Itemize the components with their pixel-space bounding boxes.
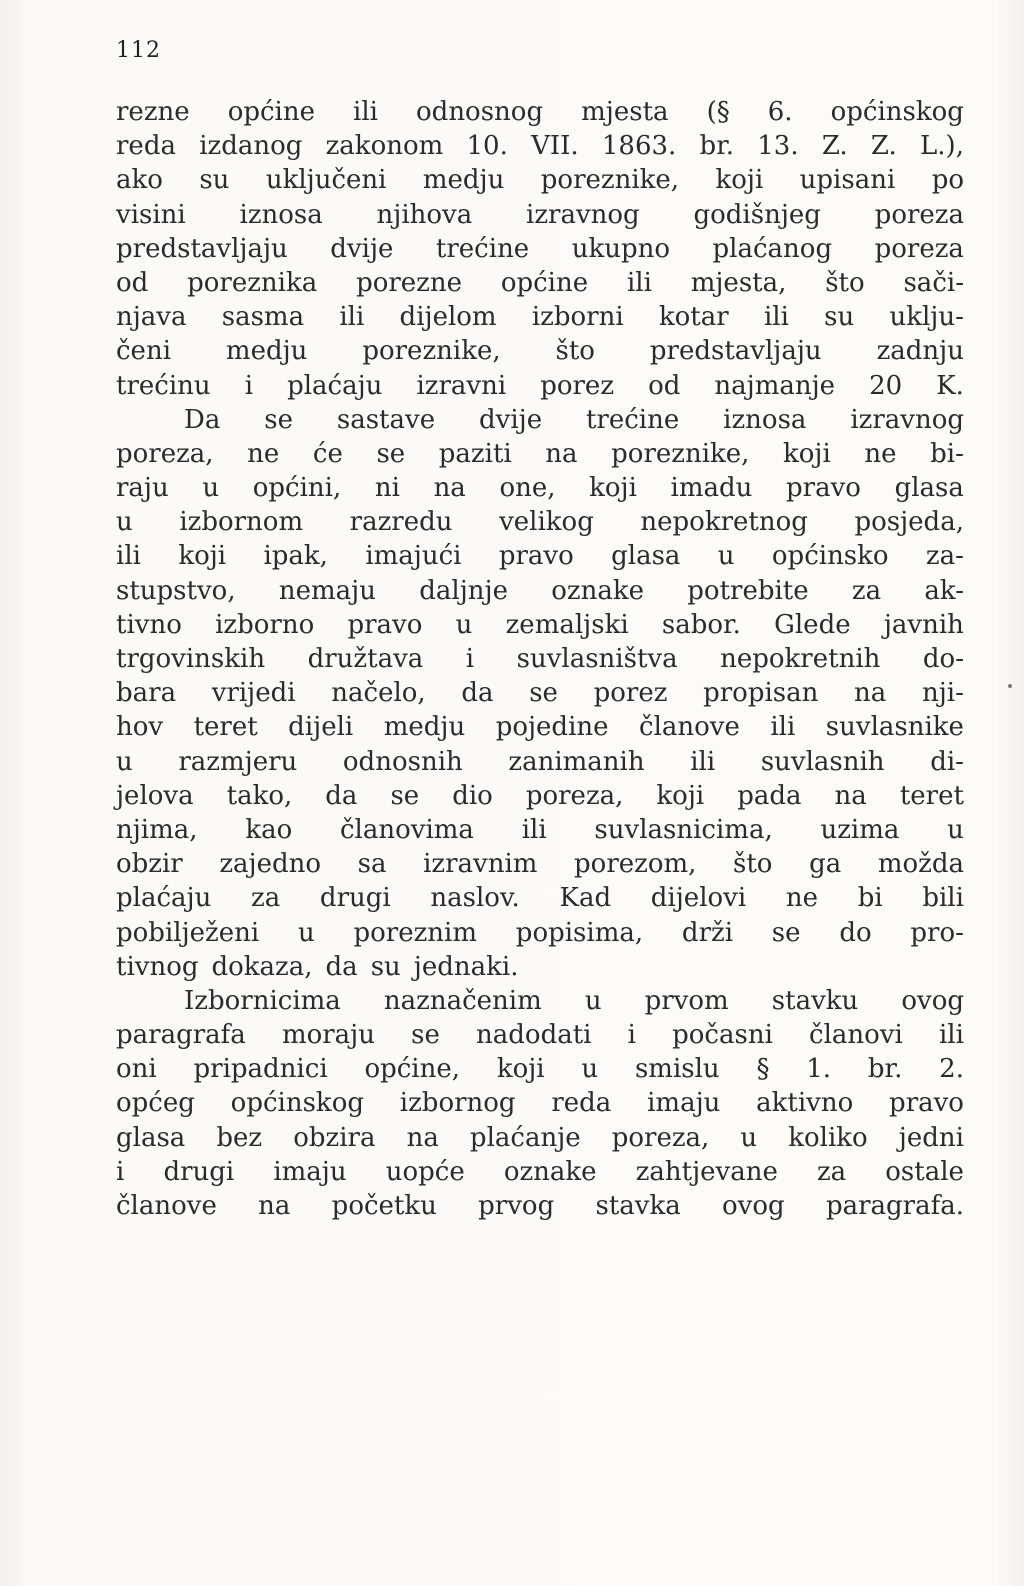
word: Da [184, 404, 221, 435]
word: drugi [163, 1156, 235, 1187]
word: reda [551, 1088, 612, 1119]
word: nepokretnih [720, 644, 881, 674]
word: u [116, 746, 133, 777]
word: čeni [116, 336, 172, 367]
word: ili [339, 302, 365, 333]
text-line [116, 437, 964, 471]
word: općinskog [230, 1088, 364, 1119]
word: plaćaju [287, 370, 383, 401]
word: možda [877, 849, 964, 880]
text-line [116, 642, 964, 676]
text-line [116, 1155, 964, 1189]
word: br. [699, 131, 735, 162]
word: po [931, 165, 964, 196]
word: jednaki. [413, 951, 519, 982]
word: ne [864, 438, 897, 469]
word: njihova [376, 199, 473, 230]
word: ovog [901, 985, 964, 1016]
word: porez [593, 678, 668, 709]
text-line [116, 984, 964, 1018]
word: poreza, [611, 1122, 710, 1153]
word: bi [857, 883, 883, 914]
text-line [116, 1121, 964, 1155]
word: se [376, 438, 406, 469]
word: nepokretnog [640, 507, 808, 538]
word: počasni [672, 1020, 773, 1051]
word: da [325, 951, 358, 982]
word: se [771, 917, 801, 948]
word: članove [116, 1191, 217, 1221]
word: 1863. [601, 131, 677, 162]
text-line [116, 950, 964, 984]
word: 10. [466, 131, 508, 162]
word: poreza [874, 199, 964, 230]
word: tako, [226, 780, 293, 811]
text-line [116, 1052, 964, 1086]
text-line [116, 676, 964, 710]
word: poreznike, [362, 336, 501, 367]
word: K. [936, 370, 964, 401]
word: sastave [336, 404, 436, 435]
word: poreznike, [540, 165, 680, 196]
word: njava [116, 302, 187, 333]
word: na [433, 473, 466, 504]
word: prvog [478, 1191, 555, 1221]
word: javnih [883, 609, 964, 640]
word: ili [770, 712, 796, 743]
text-line [116, 779, 964, 813]
word: do [839, 917, 872, 948]
word: one, [499, 473, 556, 504]
word: predstavljaju [116, 233, 288, 264]
word: načelo, [331, 678, 426, 709]
word: su [824, 302, 855, 333]
word: 1. [806, 1054, 832, 1085]
word: visini [116, 199, 186, 230]
word: u [717, 541, 735, 572]
word: i [627, 1020, 636, 1051]
word: jedni [898, 1122, 964, 1153]
word: odnosnih [342, 746, 463, 777]
word: općine, [364, 1054, 461, 1085]
word: ostale [885, 1156, 964, 1187]
word: na [406, 1122, 439, 1153]
word: dvije [478, 404, 543, 435]
word: tivnog [116, 951, 199, 982]
word: di- [930, 746, 964, 777]
word: tivno [116, 609, 182, 640]
word: izravnog [850, 404, 964, 435]
word: ili [116, 541, 141, 572]
word: i [465, 644, 475, 674]
text-line [116, 916, 964, 950]
word: aktivno [756, 1088, 854, 1119]
word: daljnje [419, 575, 508, 606]
word: ne [247, 438, 280, 469]
word: izborno [215, 609, 315, 640]
word: razmjeru [178, 746, 298, 777]
word: sabor. [661, 609, 741, 640]
word: u [740, 1122, 758, 1153]
text-line [116, 574, 964, 608]
text-line [116, 369, 964, 403]
word: zemaljski [505, 609, 629, 640]
word: potrebite [687, 575, 809, 606]
word: na [258, 1191, 291, 1221]
word: uzima [820, 814, 900, 845]
word: će [312, 438, 343, 469]
word: koji [496, 1054, 545, 1085]
word: pada [737, 780, 802, 811]
word: se [529, 678, 558, 709]
word: na [545, 438, 578, 469]
word: imajući [365, 541, 462, 572]
text-line [116, 813, 964, 847]
word: dvije [330, 233, 394, 264]
word: ili [521, 814, 547, 845]
word: naslov. [430, 883, 520, 914]
word: i [244, 370, 254, 401]
word: VII. [531, 131, 579, 162]
word: ili [938, 1020, 964, 1051]
text-line [116, 847, 964, 881]
word: u [297, 917, 315, 948]
word: obzir [116, 849, 183, 880]
word: naznačenim [383, 985, 542, 1016]
word: što [555, 336, 595, 367]
word: obzira [293, 1122, 376, 1153]
word: u [455, 609, 473, 640]
word: Z. [870, 131, 897, 162]
word: od [116, 267, 149, 298]
word: članovi [809, 1020, 903, 1051]
word: da [325, 780, 358, 811]
word: bez [216, 1122, 263, 1153]
word: zakonom [325, 131, 444, 162]
word: upisani [799, 165, 896, 196]
word: drži [681, 917, 734, 948]
word: ga [809, 849, 842, 880]
body-text [116, 95, 964, 1223]
word: Glede [774, 609, 851, 640]
word: koliko [788, 1122, 868, 1153]
word: Z. [821, 131, 848, 162]
word: kao [245, 814, 293, 845]
word: plaćanje [469, 1122, 581, 1153]
word: ako [116, 165, 163, 196]
word: uklju- [889, 302, 964, 333]
word: se [411, 1020, 440, 1051]
word: § [756, 1054, 770, 1085]
word: njima, [116, 814, 198, 845]
word: što [825, 267, 865, 298]
text-line [116, 129, 964, 163]
word: u [581, 1054, 599, 1085]
word: dokaza, [211, 951, 313, 982]
word: koji [178, 541, 227, 572]
text-line [116, 403, 964, 437]
word: koji [715, 165, 764, 196]
word: poreza, [525, 780, 624, 811]
word: razredu [349, 507, 453, 538]
word: ili [763, 302, 789, 333]
text-line [116, 95, 964, 129]
word: hov [116, 712, 164, 743]
word: izdanog [199, 131, 303, 162]
word: L.), [920, 131, 964, 162]
word: porezom, [574, 849, 697, 880]
word: glasa [116, 1122, 186, 1153]
text-line [116, 471, 964, 505]
word: imaju [273, 1156, 347, 1187]
word: mjesta [581, 97, 669, 127]
word: smislu [634, 1054, 720, 1085]
text-line [116, 163, 964, 197]
word: moraju [281, 1020, 375, 1051]
text-line [116, 232, 964, 266]
word: za [816, 1156, 847, 1187]
word: (§ [706, 97, 730, 127]
word: da [461, 678, 494, 709]
word: pro- [910, 917, 964, 948]
word: općine [227, 97, 315, 127]
word: ili [626, 267, 652, 298]
word: pravo [786, 473, 861, 504]
word: propisan [703, 678, 819, 709]
word: su [199, 165, 230, 196]
word: ipak, [263, 541, 328, 572]
word: što [733, 849, 773, 880]
word: godišnjeg [693, 199, 821, 230]
word: raju [116, 473, 169, 504]
word: u [116, 507, 133, 538]
word: općinsko [771, 541, 889, 572]
word: ovog [722, 1191, 785, 1221]
text-line [116, 300, 964, 334]
word: članove [639, 712, 740, 743]
margin-dot [1008, 684, 1012, 688]
word: za [851, 575, 882, 606]
word: u [947, 814, 964, 845]
word: ni [374, 473, 400, 504]
word: trećine [585, 404, 680, 435]
word: od [648, 370, 681, 401]
word: plaćaju [116, 883, 212, 914]
word: medju [225, 336, 308, 367]
word: se [264, 404, 293, 435]
word: izbornog [399, 1088, 516, 1119]
word: poreznim [353, 917, 478, 948]
word: koji [656, 780, 705, 811]
word: suvlasnicima, [594, 814, 773, 845]
word: glasa [611, 541, 681, 572]
word: dio [452, 780, 493, 811]
word: ili [690, 746, 716, 777]
word: paragrafa [116, 1020, 246, 1051]
word: nji- [921, 678, 964, 709]
text-line [116, 266, 964, 300]
word: pripadnici [193, 1054, 328, 1085]
word: kotar [658, 302, 729, 333]
word: Izbornicima [184, 985, 341, 1016]
word: izbornom [179, 507, 304, 538]
word: oznake [503, 1156, 597, 1187]
word: iznosa [239, 199, 323, 230]
word: bi- [930, 438, 964, 469]
text-line [116, 881, 964, 915]
word: teret [193, 712, 258, 743]
word: za [251, 883, 281, 914]
word: imaju [647, 1088, 721, 1119]
word: uključeni [265, 165, 387, 196]
text-line [116, 1189, 964, 1223]
word: su [370, 951, 401, 982]
word: predstavljaju [649, 336, 822, 367]
word: rezne [116, 97, 190, 127]
word: sa [357, 849, 387, 880]
word: br. [867, 1054, 903, 1085]
word: odnosnog [416, 97, 544, 127]
word: mjesta, [690, 267, 787, 298]
text-line [116, 1086, 964, 1120]
word: pravo [347, 609, 423, 640]
word: pravo [498, 541, 574, 572]
word: porezne [356, 267, 463, 298]
word: članovima [340, 814, 474, 845]
word: pobilježeni [116, 917, 260, 948]
word: ili [353, 97, 378, 127]
word: pojedine [495, 712, 609, 743]
word: dijeli [288, 712, 354, 743]
word: suvlasništva [516, 644, 678, 674]
word: trgovinskih [116, 644, 266, 674]
word: bara [116, 678, 177, 709]
word: dijelovi [650, 883, 747, 914]
page-number: 112 [116, 38, 161, 63]
word: općine [500, 267, 589, 298]
word: oni [116, 1054, 157, 1085]
word: poreznika [187, 267, 318, 298]
word: nadodati [476, 1020, 592, 1051]
word: medju [383, 712, 466, 743]
word: zanimanih [508, 746, 645, 777]
word: stupstvo, [116, 575, 236, 606]
word: za- [925, 541, 964, 572]
word: dijelom [399, 302, 497, 333]
word: u [202, 473, 220, 504]
word: izborni [531, 302, 624, 333]
word: početku [331, 1191, 437, 1221]
word: drugi [319, 883, 391, 914]
word: družtava [307, 644, 424, 674]
word: reda [116, 131, 176, 162]
word: nemaju [278, 575, 376, 606]
word: uopće [385, 1156, 465, 1187]
text-line [116, 198, 964, 232]
word: sasma [221, 302, 305, 333]
word: porez [540, 370, 615, 401]
word: do- [922, 644, 964, 674]
word: trećine [435, 233, 530, 264]
word: koji [589, 473, 637, 504]
word: 13. [757, 131, 799, 162]
word: ak- [924, 575, 964, 606]
word: suvlasnike [825, 712, 964, 743]
word: izravnim [423, 849, 538, 880]
word: prvom [644, 985, 729, 1016]
word: stavku [771, 985, 859, 1016]
word: posjeda, [854, 507, 964, 538]
word: koji [783, 438, 831, 469]
word: imadu [670, 473, 753, 504]
word: poreza [874, 233, 964, 264]
word: pravo [889, 1088, 964, 1119]
word: iznosa [723, 404, 807, 435]
word: zajedno [219, 849, 322, 880]
word: suvlasnih [760, 746, 885, 777]
word: sači- [903, 267, 964, 298]
word: i [116, 1156, 125, 1187]
word: poreza, [116, 438, 214, 469]
word: 20 [869, 370, 903, 401]
word: izravnog [526, 199, 640, 230]
text-line [116, 745, 964, 779]
word: na [854, 678, 887, 709]
word: oznake [551, 575, 644, 606]
word: općeg [116, 1088, 195, 1119]
text-line [116, 1018, 964, 1052]
word: 2. [939, 1054, 964, 1085]
word: paragrafa. [825, 1191, 964, 1221]
word: jelova [116, 780, 194, 811]
word: plaćanog [712, 233, 833, 264]
word: zadnju [876, 336, 964, 367]
word: teret [899, 780, 964, 811]
word: poreznike, [611, 438, 750, 469]
word: popisima, [515, 917, 644, 948]
word: na [834, 780, 867, 811]
text-line [116, 710, 964, 744]
word: bili [922, 883, 964, 914]
text-line [116, 505, 964, 539]
word: najmanje [714, 370, 836, 401]
word: ukupno [571, 233, 671, 264]
word: ne [785, 883, 818, 914]
word: 6. [767, 97, 793, 127]
word: vrijedi [211, 678, 296, 709]
word: velikog [499, 507, 594, 538]
word: stavka [595, 1191, 681, 1221]
word: općinskog [830, 97, 964, 127]
word: se [390, 780, 420, 811]
text-line [116, 334, 964, 368]
word: izravni [416, 370, 507, 401]
word: paziti [438, 438, 512, 469]
word: zahtjevane [635, 1156, 778, 1187]
text-line [116, 608, 964, 642]
word: općini, [252, 473, 342, 504]
word: Kad [559, 883, 612, 914]
word: trećinu [116, 370, 211, 401]
word: glasa [894, 473, 964, 504]
text-line [116, 539, 964, 573]
word: medju [422, 165, 505, 196]
word: u [584, 985, 602, 1016]
